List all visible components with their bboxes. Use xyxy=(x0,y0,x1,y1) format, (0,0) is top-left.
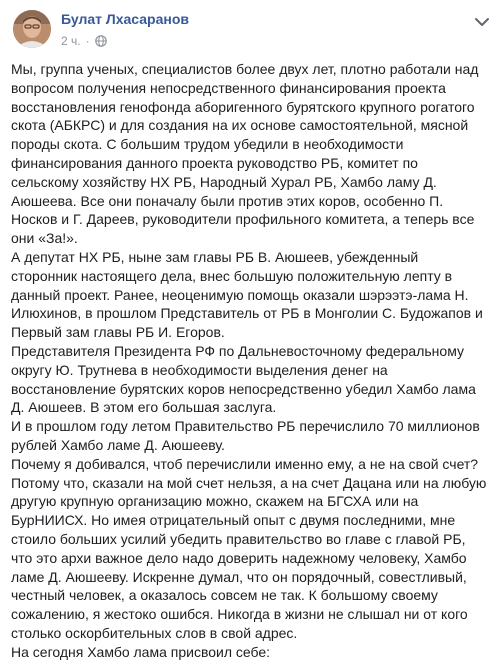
post-text-line: породы скота. С большим трудом убедили в необходимости xyxy=(11,136,404,153)
post-text-line: они «За!». xyxy=(11,230,78,247)
author-name[interactable]: Булат Лхасаранов xyxy=(61,11,189,27)
post-text-line: стоило больших усилий убедить правительство во главе с главой РБ, xyxy=(11,530,466,547)
post-text-line: честный человек, а оказалось совсем не так. К большому своему xyxy=(11,587,438,604)
post-text-line: вопросом получения непосредственного финансирования проекта xyxy=(11,79,446,96)
post-text-line: Носков и Г. Дареев, руководители профильного комитета, а теперь все xyxy=(11,211,475,228)
chevron-down-icon[interactable] xyxy=(474,16,490,28)
post-timestamp[interactable]: 2 ч. xyxy=(61,34,81,48)
post-text-line: Представителя Президента РФ по Дальневосточному федеральному xyxy=(11,342,464,359)
post-text-line: ламе Д. Аюшееву. Искренне думал, что он порядочный, совестливый, xyxy=(11,568,467,585)
post-text-line: другую крупную организацию можно, скажем на БГСХА или на xyxy=(11,493,419,510)
post-text-line: А депутат НХ РБ, ныне зам главы РБ В. Аюшеев, убежденный xyxy=(11,248,419,265)
globe-icon[interactable] xyxy=(95,35,107,47)
post-text-line: И в прошлом году летом Правительство РБ перечислило 70 миллионов xyxy=(11,418,480,435)
post-text-line: восстановление бурятских коров непосредственно убедил Хамбо лама xyxy=(11,380,476,397)
avatar[interactable] xyxy=(13,10,51,48)
post-text-line: скота (АБКРС) и для создания на их основе самостоятельной, мясной xyxy=(11,117,469,134)
post-text-line: восстановления генофонда аборигенного бурятского крупного рогатого xyxy=(11,98,475,115)
post-text-line: сожалению, я жестоко ошибся. Никогда в жизни не слышал ни от кого xyxy=(11,606,468,623)
post-text-line: финансирования данного проекта руководство РБ, комитет по xyxy=(11,154,418,171)
post-text-line: сторонник настоящего дела, внес большую положительную лепту в xyxy=(11,267,453,284)
post-text-line: Почему я добивался, чтоб перечислили именно ему, а не на свой счет? xyxy=(11,455,479,472)
post-text-line: сельскому хозяйству НХ РБ, Народный Хурал РБ, Хамбо ламу Д. xyxy=(11,173,437,190)
post-text-line: что это архи важное дело надо доверить надежному человеку, Хамбо xyxy=(11,549,467,566)
post-text-line: Мы, группа ученых, специалистов более двух лет, плотно работали над xyxy=(11,61,479,77)
post-text xyxy=(11,60,495,662)
post-text-line: Потому что, сказали на мой счет нельзя, а на счет Дацана или на любую xyxy=(11,474,487,491)
post-text-line: Аюшеева. Все они поначалу были против этих коров, особенно П. xyxy=(11,192,444,209)
post-text-line: столько оскорбительных слов в свой адрес. xyxy=(11,624,298,641)
post-text-line: БурНИИСХ. Но имея отрицательный опыт с двумя последними, мне xyxy=(11,512,456,529)
post-text-line: округу Ю. Трутнева в необходимости выделения денег на xyxy=(11,361,388,378)
post-text-line: Первый зам главы РБ И. Егоров. xyxy=(11,324,225,341)
meta-separator: · xyxy=(85,34,90,48)
avatar-photo xyxy=(13,10,51,48)
post-text-line: Илюхинов, в прошлом Представитель от РБ в Монголии С. Будожапов и xyxy=(11,305,483,322)
post-header xyxy=(0,0,504,62)
post-text-line: На сегодня Хамбо лама присвоил себе: xyxy=(11,643,271,660)
post-text-line: данный проект. Ранее, неоценимую помощь оказали шэрээтэ-лама Н. xyxy=(11,286,469,303)
post-text-line: Д. Аюшеев. В этом его большая заслуга. xyxy=(11,399,277,416)
post-text-line: рублей Хамбо ламе Д. Аюшееву. xyxy=(11,436,225,453)
post-meta xyxy=(61,33,107,49)
